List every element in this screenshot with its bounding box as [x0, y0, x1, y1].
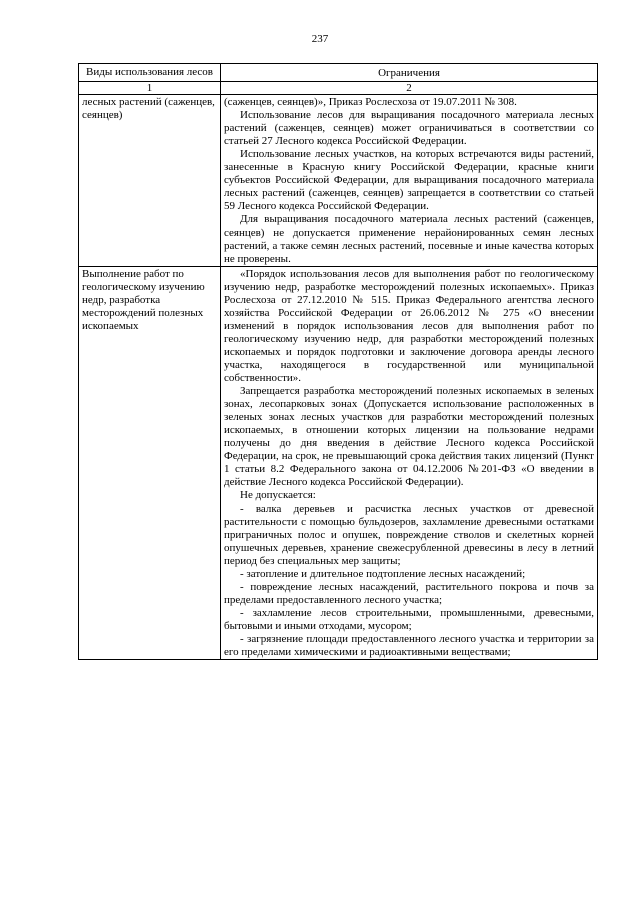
restriction-paragraph: - валка деревьев и расчистка лесных участков от древесной растительности с помощью бульдозеров, захламление древесными остатками приграничных полос и опушек, повреждение стволов и скелетных корней опушечных деревьев, хранение свежесрубленной древесины в лесу в летний период без специальных мер защиты;: [224, 502, 594, 567]
forest-use-type-cell: лесных растений (саженцев, сеянцев): [79, 95, 221, 267]
table-header-row: [79, 64, 598, 82]
restriction-paragraph: - повреждение лесных насаждений, растительного покрова и почв за пределами предоставленного лесного участка;: [224, 580, 594, 606]
restriction-paragraph: Использование лесных участков, на которых встречаются виды растений, занесенные в Красную книгу Российской Федерации, красные книги субъектов Российской Федерации, для выращивания посадочного материала лесных растений (саженцев, сеянцев) запрещается в соответствии со статьей 59 Лесного кодекса Российской Федерации.: [224, 148, 594, 213]
forest-use-restrictions-table: [78, 63, 598, 660]
header-forest-use-types: Виды использования лесов: [79, 64, 221, 82]
restriction-paragraph: Запрещается разработка месторождений полезных ископаемых в зеленых зонах, лесопарковых зонах (Допускается использование расположенных в зеленых зонах лесных участков для разработки месторождений полезных ископаемых, в отношении которых лицензии на пользование недрами получены до дня введения в действие Лесного кодекса Российской Федерации, на срок, не превышающий срока действия таких лицензий (Пункт 1 статьи 8.2 Федерального закона от 04.12.2006 №201-ФЗ «О введении в действие Лесного кодекса Российской Федерации).: [224, 385, 594, 489]
column-number-1: 1: [79, 82, 221, 95]
column-number-2: 2: [221, 82, 598, 95]
table-row: [79, 266, 598, 659]
restrictions-cell: [221, 266, 598, 659]
restriction-paragraph: - затопление и длительное подтопление лесных насаждений;: [240, 567, 526, 580]
header-restrictions: Ограничения: [221, 64, 598, 82]
page-number: 237: [311, 33, 329, 45]
table-row: [79, 95, 598, 267]
restriction-paragraph: - загрязнение площади предоставленного лесного участка и территории за его пределами химическими и радиоактивными веществами;: [224, 632, 594, 659]
column-number-row: [79, 82, 598, 95]
restrictions-cell: [221, 95, 598, 267]
restriction-paragraph: - захламление лесов строительными, промышленными, древесными, бытовыми и иными отходами, мусором;: [224, 606, 594, 632]
restriction-paragraph: Для выращивания посадочного материала лесных растений (саженцев, сеянцев) не допускается применение нерайонированных семян лесных растений, а также семян лесных растений, посевные и иные качества которых не проверены.: [224, 213, 594, 265]
restriction-paragraph: Не допускается:: [240, 489, 316, 502]
restriction-paragraph: «Порядок использования лесов для выполнения работ по геологическому изучению недр, разработке месторождений полезных ископаемых». Приказ Рослесхоза от 27.12.2010 № 515. Приказ Федерального агентства лесного хозяйства Российской Федерации от 26.06.2012 № 275 «О внесении изменений в порядок использования лесов для выполнения работ по геологическому изучению недр, для разработки месторождений полезных ископаемых и порядок подготовки и заключение договора аренды лесного участка, находящегося в государственной или муниципальной собственности».: [224, 267, 594, 385]
forest-use-type-cell: Выполнение работ по геологическому изучению недр, разработка месторождений полезных ископаемых: [79, 266, 221, 659]
restriction-paragraph: Использование лесов для выращивания посадочного материала лесных растений (саженцев, сеянцев) может ограничиваться в соответствии со статьей 27 Лесного кодекса Российской Федерации.: [224, 109, 594, 148]
restriction-paragraph: (саженцев, сеянцев)», Приказ Рослесхоза от 19.07.2011 № 308.: [224, 96, 517, 109]
